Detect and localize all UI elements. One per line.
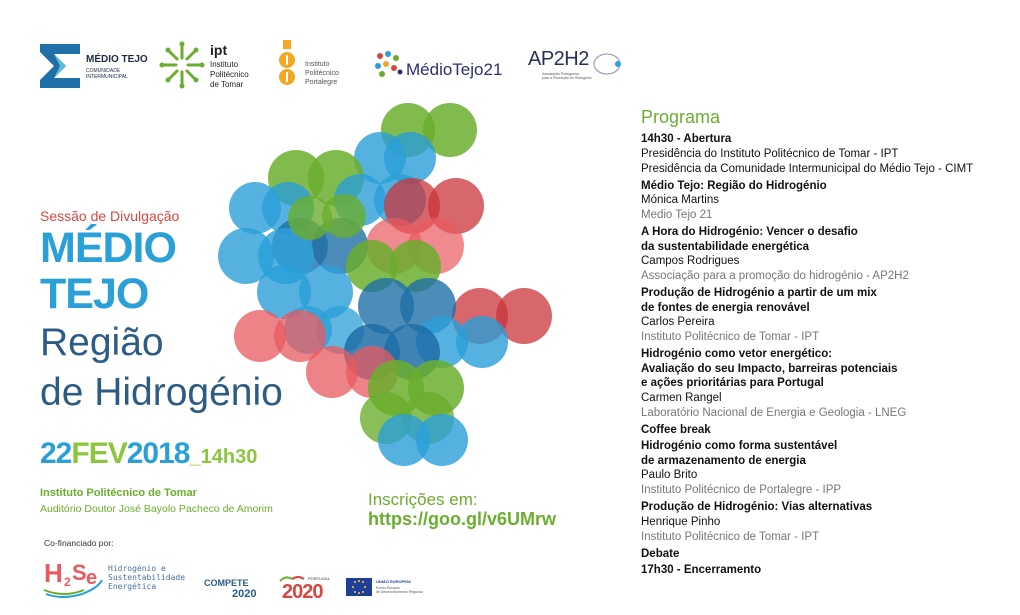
medio-tejo-cim-name: MÉDIO TEJO (86, 54, 148, 65)
ipp-sub-1: Instituto (305, 61, 330, 68)
eu-sub-1: Fundo Europeu (376, 586, 401, 590)
ap2h2-sub (542, 72, 592, 80)
program-item-speaker: Carlos Pereira (641, 316, 715, 328)
ipp-mark-icon (275, 40, 299, 86)
program-item (641, 132, 1011, 177)
program-item-organization: Instituto Politécnico de Tomar - IPT (641, 530, 820, 543)
ipp-sub-3: Portalegre (305, 79, 338, 86)
registration-link[interactable]: https://goo.gl/v6UMrw (368, 509, 556, 529)
sigma-icon (40, 44, 80, 88)
event-venue: Instituto Politécnico de Tomar (40, 487, 197, 499)
h2sge-logo (42, 550, 202, 602)
h2sge-sub-3: Energética (108, 582, 157, 591)
program-item-heading: Avaliação do seu Impacto, barreiras potenciais (641, 362, 898, 375)
overlapping-circles-art (210, 100, 560, 470)
eu-sub-2: de Desenvolvimento Regional (376, 590, 423, 594)
event-room: Auditório Doutor José Bayolo Pacheco de Amorim (40, 503, 273, 515)
ap2h2-sub-1: Associação Portuguesa (542, 72, 579, 76)
ap2h2-logo (528, 48, 623, 88)
event-date (40, 436, 257, 477)
program-item (641, 423, 1011, 438)
ipt-sub-3: de Tomar (210, 80, 244, 89)
eu-flag-icon (346, 578, 372, 596)
program-item-organization: Medio Tejo 21 (641, 209, 713, 221)
program-item-heading: Debate (641, 547, 680, 560)
program-item-speaker: Campos Rodrigues (641, 255, 740, 267)
event-date-month: FEV (71, 437, 127, 470)
eu-sub (376, 586, 423, 594)
medio-tejo-cim-sub-1: COMUNIDADE (86, 68, 121, 74)
program-item-heading: da sustentabilidade energética (641, 240, 810, 253)
program-item-speaker: Carmen Rangel (641, 391, 722, 404)
ipt-sub-2: Politécnico (210, 70, 249, 79)
compete-year: 2020 (232, 588, 257, 600)
program-item-organization: Associação para a promoção do hidrogénio - AP2H2 (641, 270, 909, 282)
svg-text:e: e (86, 567, 98, 589)
h2sge-sub-2: Sustentabilidade (108, 573, 186, 582)
event-title-line-3: Região (40, 321, 164, 364)
program-item (641, 547, 1011, 562)
green-burst-icon (158, 40, 206, 90)
program-item (641, 179, 1011, 224)
program-item-heading: 14h30 - Abertura (641, 133, 732, 145)
ipp-logo (275, 40, 365, 90)
ipt-name: ipt (210, 42, 228, 58)
compete-2020-logo (204, 578, 272, 602)
program-item (641, 286, 1011, 345)
ipp-sub (305, 60, 339, 87)
program-item (641, 439, 1011, 498)
program-item-heading: de fontes de energia renovável (641, 301, 810, 314)
program-item-speaker: Paulo Brito (641, 469, 698, 481)
portugal-2020-year: 2020 (282, 581, 323, 603)
program-item (641, 500, 1011, 545)
program-item-heading: de armazenamento de energia (641, 454, 806, 467)
program-item-organization: Instituto Politécnico de Portalegre - IPP (641, 484, 842, 496)
program-item (641, 563, 1011, 578)
medio-tejo-cim-sub-2: INTERMUNICIPAL (86, 74, 128, 80)
ipt-logo (158, 40, 258, 92)
compete-name: COMPETE (204, 578, 249, 588)
program-list (641, 132, 1011, 578)
h2sge-mark-icon (42, 550, 104, 602)
program-item-heading: Produção de Hidrogénio a partir de um mix (641, 287, 877, 299)
program-item-speaker: Henrique Pinho (641, 515, 721, 528)
event-title-line-2: TEJO (40, 270, 149, 318)
registration-label: Inscrições em: (368, 490, 478, 509)
program-item-heading: Hidrogénio como forma sustentável (641, 440, 838, 452)
ap2h2-sub-2: para a Promoção do Hidrogénio (542, 76, 592, 80)
event-date-time: _14h30 (189, 446, 258, 468)
svg-text:S: S (72, 560, 87, 585)
program-item-heading: e ações prioritárias para Portugal (641, 377, 824, 389)
ap2h2-name: AP2H2 (528, 48, 589, 70)
ipt-sub (210, 60, 249, 90)
program-item-organization: Presidência do Instituto Politécnico de Tomar - IPT (641, 147, 899, 160)
program-item-heading: 17h30 - Encerramento (641, 564, 762, 576)
eu-logo (346, 578, 428, 600)
program-item (641, 347, 1011, 421)
program-item-organization: Instituto Politécnico de Tomar - IPT (641, 331, 820, 343)
svg-text:H: H (44, 558, 63, 588)
portugal-2020-logo (278, 575, 340, 603)
medio-tejo-cim-sub (86, 68, 128, 80)
h2sge-sub-1: Hidrogénio e (108, 564, 166, 573)
event-date-year: 2018 (126, 437, 190, 470)
colored-dots-icon (372, 50, 406, 80)
event-title-line-4: de Hidrogénio (40, 371, 283, 414)
program-item (641, 225, 1011, 284)
program-item-speaker: Mónica Martins (641, 194, 719, 206)
svg-text:2: 2 (64, 575, 71, 589)
program-item-organization: Presidência da Comunidade Intermunicipal do Médio Tejo - CIMT (641, 162, 974, 175)
portugal-2020-name: PORTUGAL (308, 576, 330, 581)
program-item-heading: Produção de Hidrogénio: Vias alternativas (641, 501, 873, 513)
program-item-heading: A Hora do Hidrogénio: Vencer o desafio (641, 226, 858, 238)
program-panel (641, 106, 1011, 580)
program-item-heading: Coffee break (641, 423, 711, 436)
event-subtitle: Sessão de Divulgação (40, 208, 180, 224)
cofinanced-label: Co-financiado por: (44, 538, 114, 548)
medio-tejo-cim-logo (40, 44, 150, 90)
medio-tejo-21-logo (372, 48, 517, 84)
program-item-heading: Médio Tejo: Região do Hidrogénio (641, 179, 827, 192)
event-date-day: 22 (40, 437, 72, 470)
eu-name: UNIÃO EUROPEIA (376, 579, 411, 584)
event-title-line-1: MÉDIO (40, 224, 176, 272)
h2sge-sub (108, 564, 185, 591)
ipt-sub-1: Instituto (210, 60, 239, 69)
program-item-heading: Hidrogénio como vetor energético: (641, 348, 833, 360)
orbit-icon (592, 52, 622, 76)
program-item-organization: Laboratório Nacional de Energia e Geologia - LNEG (641, 406, 907, 419)
ipp-sub-2: Politécnico (305, 70, 339, 77)
medio-tejo-21-name: MédioTejo21 (406, 60, 503, 79)
program-title: Programa (641, 107, 721, 127)
